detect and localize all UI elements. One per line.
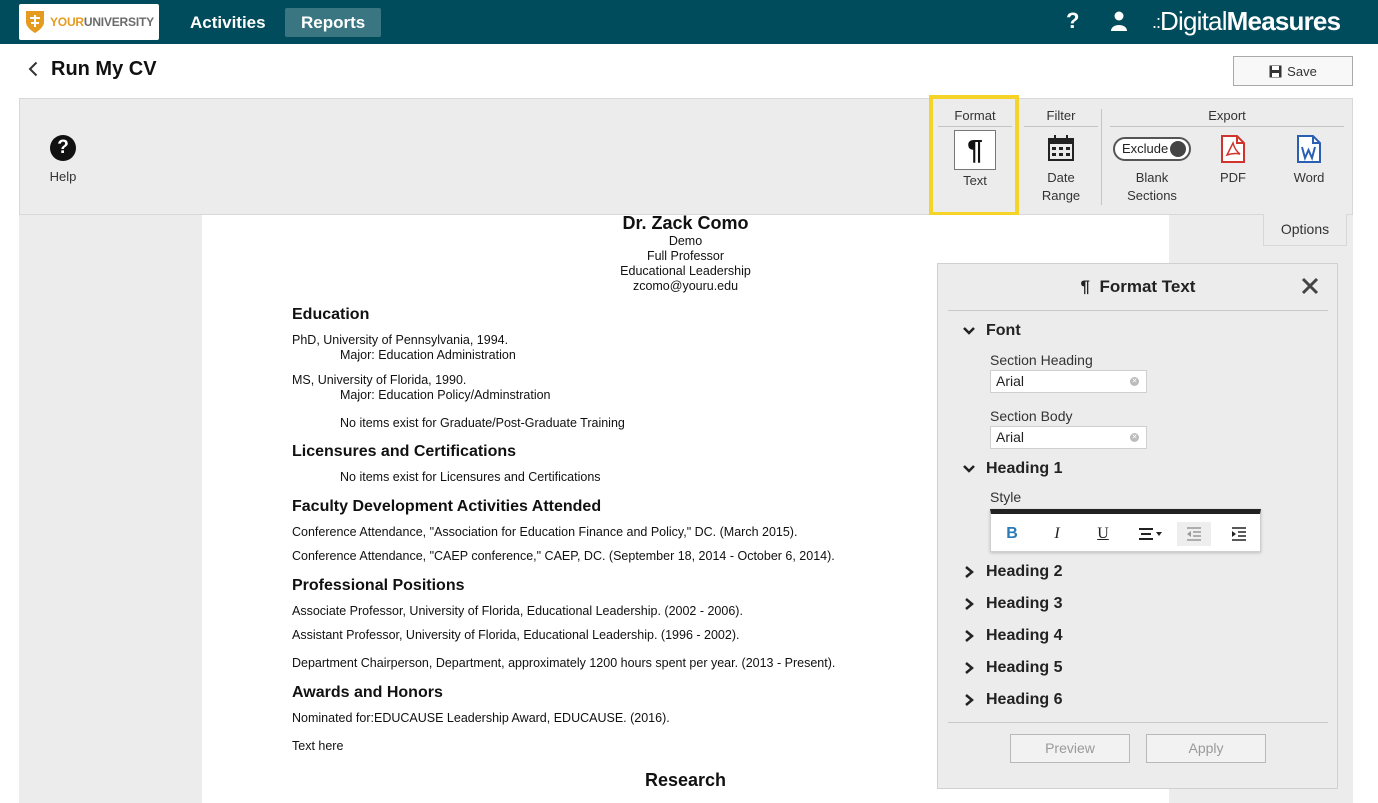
education-note: No items exist for Graduate/Post-Graduate Training: [340, 416, 625, 430]
university-logo[interactable]: [19, 4, 159, 40]
export-group-separator: [1101, 109, 1102, 205]
faculty-development-item: Conference Attendance, "Association for Education Finance and Policy," DC. (March 2015).: [292, 525, 798, 539]
pdf-file-icon: [1221, 135, 1245, 163]
back-chevron-icon[interactable]: [28, 61, 38, 77]
heading-6-toggle[interactable]: [962, 691, 1062, 709]
style-toolbar: [990, 509, 1261, 552]
licensures-note: No items exist for Licensures and Certifications: [340, 470, 601, 484]
indent-icon: [1231, 527, 1247, 541]
section-heading-education: Education: [292, 306, 370, 323]
page-title: Run My CV: [51, 58, 157, 80]
blank-sections-label-2: Sections: [1127, 188, 1177, 203]
date-range-label-1: Date: [1047, 170, 1075, 185]
align-dropdown-button[interactable]: [1133, 522, 1167, 546]
section-heading-positions: Professional Positions: [292, 577, 465, 594]
heading-3-toggle[interactable]: [962, 595, 1062, 613]
word-label: Word: [1293, 170, 1325, 185]
chevron-down-icon: [962, 326, 976, 336]
font-section-label: Font: [986, 322, 1021, 339]
section-heading-font-value: Arial: [996, 373, 1025, 389]
export-group-label: Export: [1208, 108, 1246, 123]
chevron-down-icon: [962, 464, 976, 474]
section-heading-font-select[interactable]: [990, 370, 1147, 393]
section-heading-licensures: Licensures and Certifications: [292, 443, 517, 460]
position-item: Assistant Professor, University of Florida, Educational Leadership. (1996 - 2002).: [292, 628, 740, 642]
education-item: MS, University of Florida, 1990.: [292, 373, 467, 387]
heading-5-toggle[interactable]: [962, 659, 1062, 677]
faculty-development-item: Conference Attendance, "CAEP conference," CAEP, DC. (September 18, 2014 - October 6, 2014).: [292, 549, 835, 563]
format-panel-title: Format Text: [1099, 277, 1196, 296]
filter-group-label: Filter: [1046, 108, 1076, 123]
section-heading-awards: Awards and Honors: [292, 684, 443, 701]
cv-email: zcomo@youru.edu: [632, 279, 739, 293]
align-center-icon: [1138, 527, 1162, 541]
format-panel-header: [948, 264, 1328, 311]
format-panel-divider: [948, 722, 1328, 723]
award-item: Nominated for:EDUCAUSE Leadership Award, EDUCAUSE. (2016).: [292, 711, 670, 725]
education-item: PhD, University of Pennsylvania, 1994.: [292, 333, 509, 347]
help-tool-label: Help: [49, 169, 77, 184]
chevron-right-icon: [962, 565, 976, 579]
indent-button[interactable]: [1222, 522, 1256, 546]
brand-dots: .:: [1152, 12, 1161, 32]
cv-line-2: Full Professor: [646, 249, 725, 263]
heading-4-toggle[interactable]: [962, 627, 1062, 645]
clear-icon[interactable]: ✕: [1131, 434, 1138, 441]
date-range-button[interactable]: [1031, 135, 1091, 205]
toggle-label: Exclude: [1122, 141, 1169, 156]
italic-button[interactable]: I: [1054, 525, 1060, 542]
underline-button[interactable]: U: [1097, 525, 1109, 542]
heading-3-label: Heading 3: [986, 595, 1063, 612]
apply-button[interactable]: Apply: [1146, 734, 1266, 763]
pdf-label: PDF: [1220, 170, 1246, 185]
blank-sections-label-1: Blank: [1135, 170, 1169, 185]
font-section-toggle[interactable]: [962, 322, 1021, 340]
section-body-font-value: Arial: [996, 429, 1025, 445]
heading-1-label: Heading 1: [986, 460, 1063, 477]
position-item: Associate Professor, University of Florida, Educational Leadership. (2002 - 2006).: [292, 604, 743, 618]
preview-button[interactable]: Preview: [1010, 734, 1130, 763]
digital-measures-logo: [1152, 6, 1340, 37]
report-left-margin: [19, 215, 202, 803]
cv-line-1: Demo: [668, 234, 703, 248]
heading-6-label: Heading 6: [986, 691, 1063, 708]
export-group-divider: [1110, 126, 1344, 127]
format-highlight-box: [929, 95, 1019, 216]
date-range-label-2: Range: [1041, 188, 1081, 203]
cv-name: Dr. Zack Como: [622, 213, 749, 233]
chevron-right-icon: [962, 629, 976, 643]
logo-text-your: YOUR: [50, 15, 84, 29]
top-navigation-bar: [0, 0, 1378, 44]
heading-2-label: Heading 2: [986, 563, 1063, 580]
user-icon[interactable]: [1111, 11, 1127, 31]
heading-2-toggle[interactable]: [962, 563, 1062, 581]
logo-text-university: UNIVERSITY: [83, 15, 154, 29]
calendar-icon: [1048, 135, 1074, 161]
save-button[interactable]: [1233, 56, 1353, 86]
save-label: Save: [1287, 63, 1317, 79]
chevron-right-icon: [962, 597, 976, 611]
pilcrow-icon: ¶: [1080, 277, 1090, 296]
clear-icon[interactable]: ✕: [1131, 378, 1138, 385]
education-major: Major: Education Policy/Adminstration: [340, 388, 551, 402]
section-heading-research: Research: [644, 770, 727, 790]
filter-group-divider: [1024, 126, 1098, 127]
help-question-icon[interactable]: ?: [1066, 8, 1080, 33]
bold-button[interactable]: B: [1006, 525, 1018, 542]
section-body-font-select[interactable]: [990, 426, 1147, 449]
section-body-font-label: Section Body: [990, 408, 1073, 424]
pilcrow-icon: ¶: [954, 130, 996, 170]
heading-5-label: Heading 5: [986, 659, 1063, 676]
word-export-button[interactable]: [1287, 135, 1331, 187]
outdent-button[interactable]: [1177, 522, 1211, 546]
format-text-label: Text: [963, 173, 987, 188]
options-tab[interactable]: Options: [1263, 214, 1347, 246]
brand-bold: Measures: [1226, 6, 1341, 36]
nav-reports[interactable]: Reports: [285, 8, 381, 37]
chevron-right-icon: [962, 661, 976, 675]
help-circle-icon: ?: [50, 135, 76, 161]
floppy-disk-icon: [1269, 65, 1282, 78]
section-heading-faculty-development: Faculty Development Activities Attended: [292, 498, 602, 515]
outdent-icon: [1186, 527, 1202, 541]
report-toolbar: [19, 98, 1353, 215]
position-item: Department Chairperson, Department, approximately 1200 hours spent per year. (2013 - Present).: [292, 656, 836, 670]
cv-line-3: Educational Leadership: [620, 264, 751, 278]
word-file-icon: [1297, 135, 1321, 163]
close-icon[interactable]: [1300, 276, 1320, 296]
exclude-blank-toggle[interactable]: [1113, 137, 1191, 161]
heading-1-toggle[interactable]: [962, 460, 1062, 478]
blank-sections-button: [1112, 137, 1192, 205]
nav-activities[interactable]: Activities: [190, 13, 266, 32]
pdf-export-button[interactable]: [1213, 135, 1253, 187]
education-major: Major: Education Administration: [340, 348, 516, 362]
style-label: Style: [990, 489, 1022, 505]
toggle-knob: [1170, 141, 1186, 157]
heading-4-label: Heading 4: [986, 627, 1063, 644]
chevron-right-icon: [962, 693, 976, 707]
brand-light: Digital: [1160, 6, 1227, 36]
section-heading-font-label: Section Heading: [990, 352, 1093, 368]
format-text-panel: [937, 263, 1338, 789]
help-tool-button[interactable]: [40, 135, 86, 184]
award-item: Text here: [292, 739, 344, 753]
shield-logo-icon: [25, 10, 45, 34]
format-group-label: Format: [954, 108, 996, 123]
